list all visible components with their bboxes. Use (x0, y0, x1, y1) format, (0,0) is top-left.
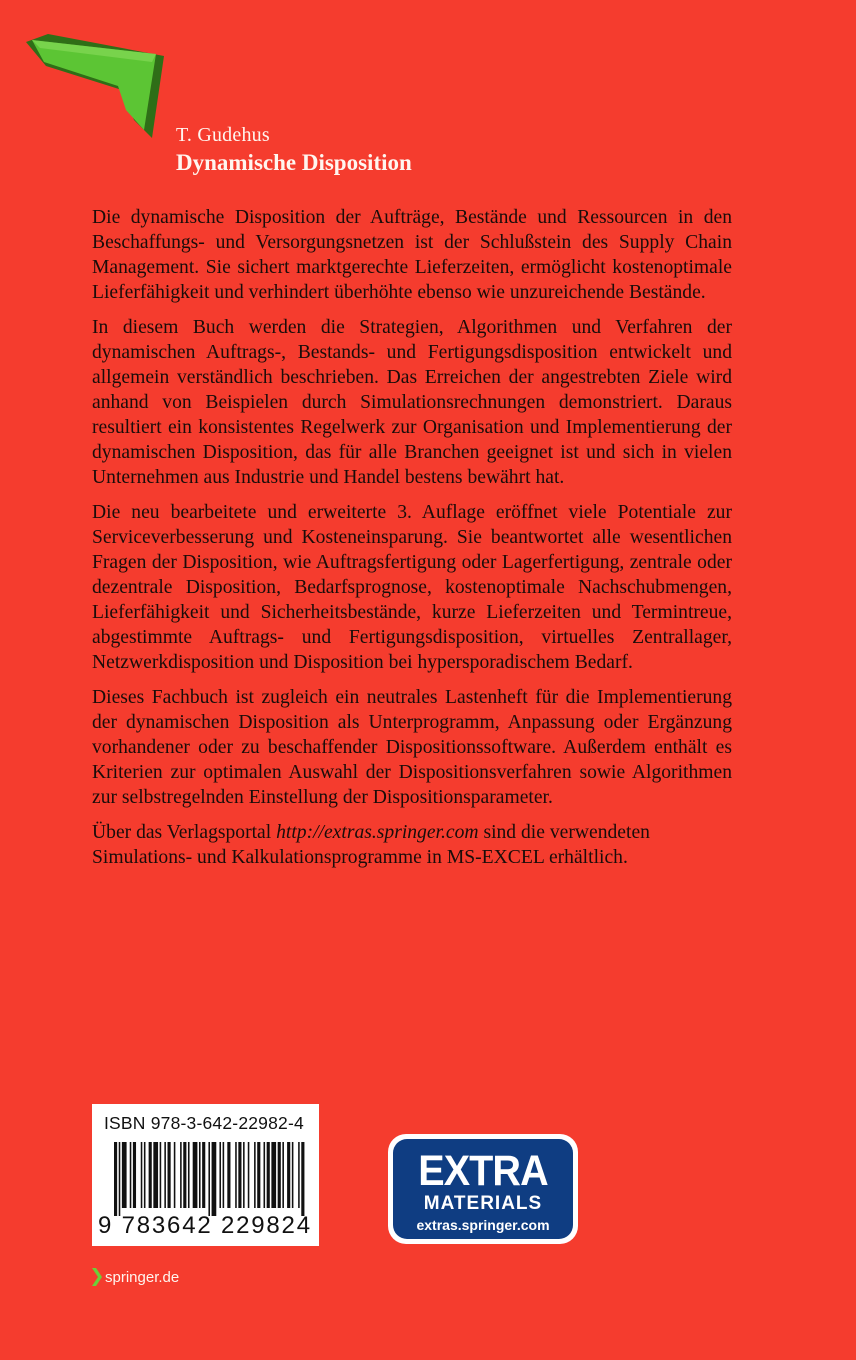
blurb-paragraph-portal (92, 820, 732, 870)
barcode-bar (114, 1142, 117, 1216)
barcode-bar (153, 1142, 158, 1208)
barcode-bar (133, 1142, 136, 1208)
barcode-bar (164, 1142, 166, 1208)
isbn-label: ISBN 978-3-642-22982-4 (104, 1113, 304, 1133)
isbn-barcode-block (92, 1104, 319, 1246)
barcode-bar (223, 1142, 225, 1208)
barcode-bar (298, 1142, 300, 1208)
green-arrow-icon (26, 34, 176, 144)
blurb-paragraph-1: Die dynamische Disposition der Aufträge, Bestände und Ressourcen in den Beschaffungs- und Versorgungsnetzen ist der Schlußstein des Supply Chain Management. Sie sichert marktgerechte Lieferzeiten, ermöglicht kostenoptimale Lieferfähigkeit und verhindert überhöhte ebenso wie unzureichende Bestände. (92, 207, 732, 304)
portal-link[interactable]: http://extras.springer.com (276, 821, 479, 843)
blurb (92, 205, 732, 879)
portal-text-before: Über das Verlagsportal (92, 821, 277, 843)
blurb-paragraph-2: In diesem Buch werden die Strategien, Algorithmen und Verfahren der dynamischen Auftrags-, Bestands- und Fertigungsdisposition entwickelt und allgemein verständlich beschrieben. Das Erreichen der angestrebten Ziele wird anhand von Beispielen durch Simulationsrechnungen demonstriert. Daraus resultiert ein konsistentes Regelwerk zur Organisation und Implementierung der dynamischen Disposition, das für alle Branchen geeignet ist und sich in vielen Unternehmen aus Industrie und Handel bestens bewährt hat. (92, 316, 732, 489)
barcode-bar (174, 1142, 176, 1208)
portal-text-after: sind die verwendeten Simulations- und Kalkulationsprogramme in MS-EXCEL erhältlich. (92, 821, 650, 868)
barcode-bar (248, 1142, 250, 1208)
barcode-bar (199, 1142, 201, 1208)
barcode-bar (141, 1142, 143, 1208)
barcode-bar (264, 1142, 266, 1208)
barcode-bar (301, 1142, 304, 1216)
author-name: T. Gudehus (176, 124, 270, 146)
barcode-bar (144, 1142, 146, 1208)
barcode-bar (254, 1142, 256, 1208)
isbn-digits: 9 783642 229824 (98, 1212, 312, 1239)
badge-extra-text: EXTRA (418, 1147, 548, 1195)
barcode-bar (287, 1142, 290, 1208)
barcode-bar (292, 1142, 294, 1208)
blurb-paragraph-4: Dieses Fachbuch ist zugleich ein neutrales Lastenheft für die Implementierung der dynamischen Disposition als Unterprogramm, Anpassung oder Ergänzung vorhandener oder zu beschaffender Dispositionssoftware. Außerdem enthält es Kriterien zur optimalen Auswahl der Dispositionsverfahren sowie Algorithmen zur selbstregelnden Einstellung der Dispositionsparameter. (92, 686, 732, 809)
barcode-bar (149, 1142, 152, 1208)
book-title: Dynamische Disposition (176, 150, 412, 175)
barcode-bar (208, 1142, 210, 1216)
barcode-bar (235, 1142, 237, 1208)
barcode-bar (160, 1142, 162, 1208)
barcode-bar (243, 1142, 245, 1208)
barcode-bar (271, 1142, 276, 1208)
publisher-url: springer.de (105, 1268, 180, 1286)
springer-chevron-icon (92, 1268, 102, 1286)
barcode-bar (282, 1142, 284, 1208)
publisher-link[interactable] (92, 1268, 179, 1286)
barcode-bar (168, 1142, 171, 1208)
barcode-bar (193, 1142, 198, 1208)
badge-materials-text: MATERIALS (423, 1193, 543, 1214)
barcode-bar (122, 1142, 127, 1208)
barcode-bar (183, 1142, 186, 1208)
barcode-bar (278, 1142, 281, 1208)
barcode (114, 1142, 306, 1216)
barcode-bar (212, 1142, 217, 1216)
barcode-bar (257, 1142, 260, 1208)
extra-materials-badge-inner (393, 1139, 573, 1239)
extra-materials-badge[interactable] (388, 1134, 578, 1244)
barcode-bar (202, 1142, 205, 1208)
barcode-bar (180, 1142, 182, 1208)
barcode-bar (267, 1142, 270, 1208)
barcode-bar (238, 1142, 241, 1208)
badge-url-text: extras.springer.com (416, 1217, 550, 1233)
barcode-bar (119, 1142, 121, 1216)
barcode-bar (188, 1142, 190, 1208)
barcode-bar (130, 1142, 132, 1208)
barcode-bar (219, 1142, 221, 1208)
blurb-paragraph-3: Die neu bearbeitete und erweiterte 3. Auflage eröffnet viele Potentiale zur Serviceverbesserung und Kosteneinsparung. Sie beantwortet alle wesentlichen Fragen der Disposition, wie Auftragsfertigung oder Lagerfertigung, zentrale oder dezentrale Disposition, Bedarfsprognose, kostenoptimale Nachschubmengen, Lieferfähigkeit und Sicherheitsbestände, kurze Lieferzeiten und Termintreue, abgestimmte Auftrags- und Fertigungsdisposition, virtuelles Zentrallager, Netzwerkdisposition und Disposition bei hypersporadischem Bedarf. (92, 501, 732, 674)
barcode-bar (227, 1142, 230, 1208)
